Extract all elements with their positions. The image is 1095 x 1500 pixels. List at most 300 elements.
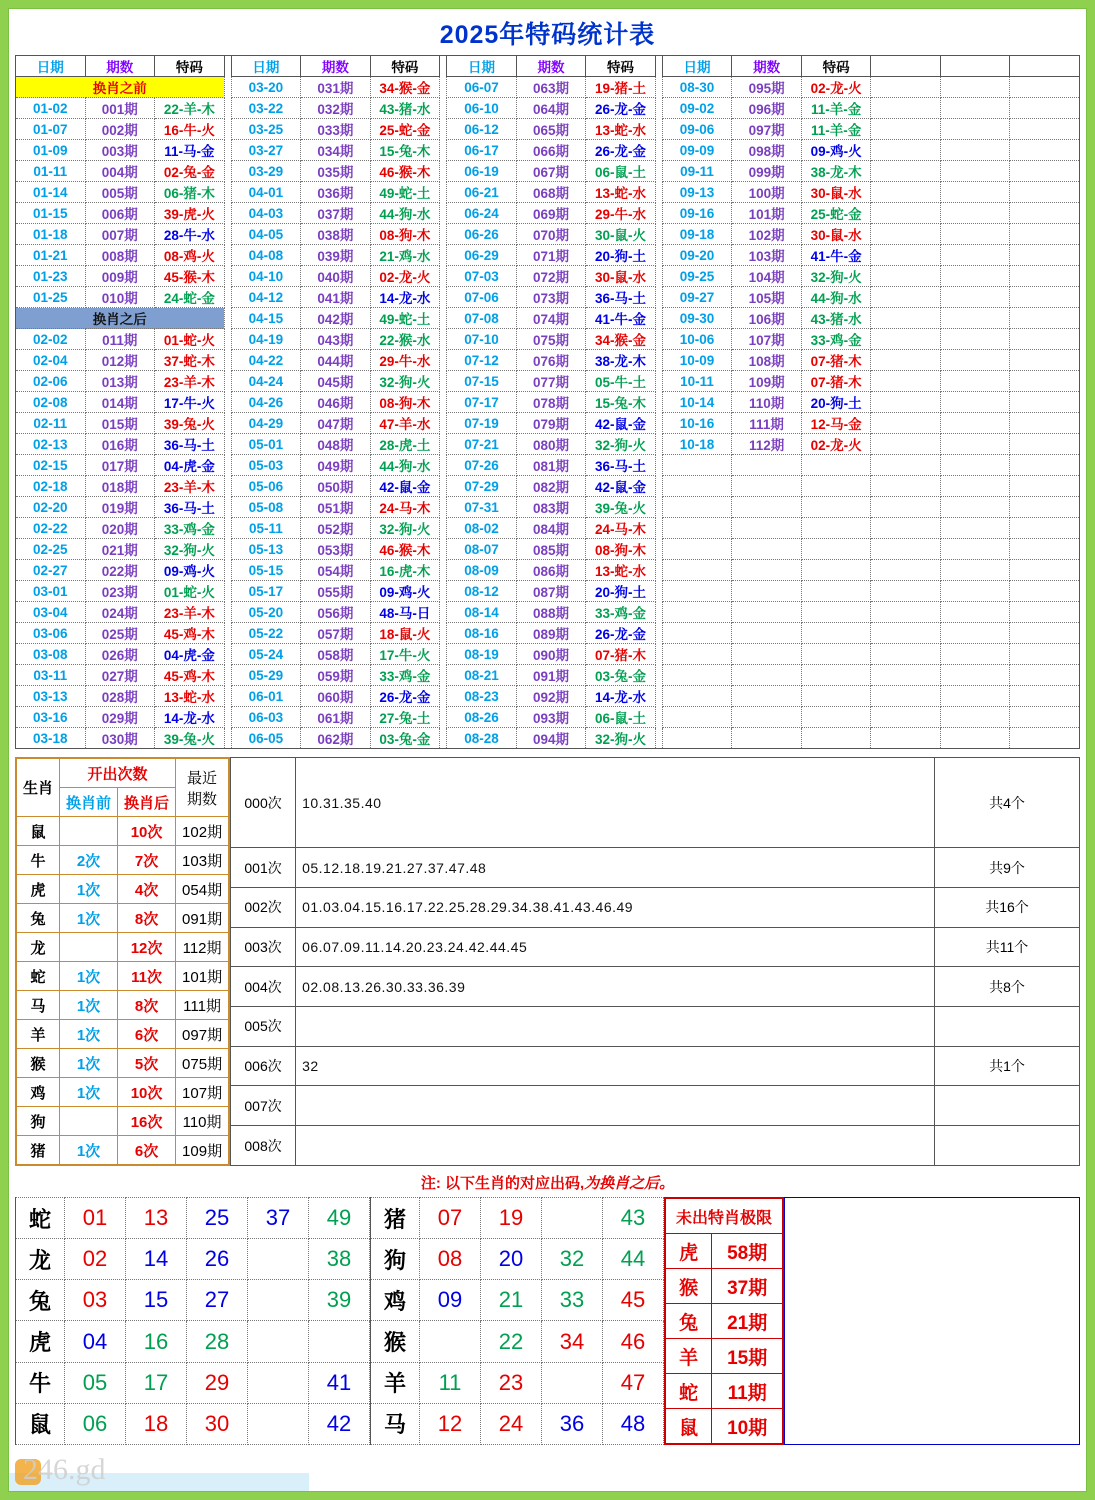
cell-code: 01-蛇-火 [155, 329, 225, 350]
cell-date: 06-29 [447, 245, 517, 266]
cell-code: 49-蛇-土 [370, 308, 440, 329]
bottom-section [9, 1197, 1086, 1451]
cell-issue: 110期 [732, 392, 802, 413]
column-separator [224, 455, 231, 476]
cell-code: 03-兔-金 [370, 728, 440, 749]
number-row-zodiac: 鸡 [371, 1280, 420, 1321]
cell-date: 08-30 [662, 77, 732, 98]
column-separator [655, 560, 662, 581]
zodiac-count-after: 10次 [118, 817, 176, 846]
cell-code: 06-鼠-土 [586, 161, 656, 182]
number-cell: 04 [65, 1321, 126, 1362]
limit-row [665, 1304, 783, 1339]
cell-code: 26-龙-金 [370, 686, 440, 707]
cell-date: 05-13 [231, 539, 301, 560]
cell-date: 02-02 [16, 329, 86, 350]
cell-issue: 028期 [85, 686, 155, 707]
frequency-values: 06.07.09.11.14.20.23.24.42.44.45 [296, 927, 935, 967]
number-row [16, 1403, 370, 1444]
column-separator [224, 497, 231, 518]
empty-cell [871, 287, 941, 308]
number-cell: 09 [420, 1280, 481, 1321]
table-row [16, 119, 1080, 140]
cell-date: 03-20 [231, 77, 301, 98]
cell-issue: 023期 [85, 581, 155, 602]
zodiac-count-before: 1次 [60, 904, 118, 933]
table-row [16, 728, 1080, 749]
number-cell: 42 [309, 1403, 370, 1444]
cell-code: 29-牛-水 [370, 350, 440, 371]
cell-code: 38-龙-木 [586, 350, 656, 371]
cell-issue: 072期 [516, 266, 586, 287]
zodiac-count-before: 1次 [60, 1049, 118, 1078]
empty-cell [871, 203, 941, 224]
table-row [16, 665, 1080, 686]
cell-issue: 045期 [301, 371, 371, 392]
special-code-table [15, 55, 1080, 749]
number-cell: 18 [126, 1403, 187, 1444]
header-extra [1010, 56, 1080, 77]
zodiac-recent-issue: 110期 [176, 1107, 230, 1136]
cell-code: 03-兔-金 [586, 665, 656, 686]
column-separator [224, 98, 231, 119]
header-date: 日期 [447, 56, 517, 77]
cell-issue: 047期 [301, 413, 371, 434]
empty-cell [871, 329, 941, 350]
column-separator [655, 644, 662, 665]
cell-date: 01-14 [16, 182, 86, 203]
number-cell: 47 [603, 1362, 664, 1403]
column-separator [655, 308, 662, 329]
header-issue: 期数 [301, 56, 371, 77]
empty-cell [940, 707, 1010, 728]
cell-code: 23-羊-木 [155, 602, 225, 623]
limit-zodiac: 猴 [665, 1269, 712, 1304]
empty-cell [1010, 203, 1080, 224]
column-separator [655, 77, 662, 98]
cell-issue: 038期 [301, 224, 371, 245]
number-row-zodiac: 马 [371, 1403, 420, 1444]
header-date: 日期 [662, 56, 732, 77]
cell-date: 10-06 [662, 329, 732, 350]
cell-date: 06-17 [447, 140, 517, 161]
frequency-values: 10.31.35.40 [296, 758, 935, 848]
table-row [16, 350, 1080, 371]
cell-issue: 050期 [301, 476, 371, 497]
cell-issue: 079期 [516, 413, 586, 434]
zodiac-count-after: 11次 [118, 962, 176, 991]
column-separator [224, 665, 231, 686]
zodiac-row [16, 1136, 229, 1166]
cell-date: 08-12 [447, 581, 517, 602]
cell-date: 02-04 [16, 350, 86, 371]
empty-cell [871, 413, 941, 434]
empty-cell [732, 518, 802, 539]
frequency-row [231, 1046, 1080, 1086]
column-separator [224, 560, 231, 581]
cell-issue: 089期 [516, 623, 586, 644]
cell-code: 23-羊-木 [155, 371, 225, 392]
header-code: 特码 [801, 56, 871, 77]
number-cell: 16 [126, 1321, 187, 1362]
cell-issue: 098期 [732, 140, 802, 161]
frequency-values [296, 1086, 935, 1126]
column-separator [655, 329, 662, 350]
table-row [16, 476, 1080, 497]
empty-cell [1010, 476, 1080, 497]
frequency-total: 共11个 [935, 927, 1080, 967]
zodiac-count-after: 16次 [118, 1107, 176, 1136]
cell-date: 05-24 [231, 644, 301, 665]
zodiac-recent-issue: 054期 [176, 875, 230, 904]
column-separator [655, 686, 662, 707]
frequency-row [231, 927, 1080, 967]
cell-code: 42-鼠-金 [586, 476, 656, 497]
cell-issue: 015期 [85, 413, 155, 434]
empty-cell [940, 119, 1010, 140]
cell-issue: 063期 [516, 77, 586, 98]
zodiac-row [16, 817, 229, 846]
cell-issue: 093期 [516, 707, 586, 728]
column-separator [224, 686, 231, 707]
cell-date: 02-13 [16, 434, 86, 455]
empty-cell [1010, 518, 1080, 539]
cell-date: 03-18 [16, 728, 86, 749]
empty-cell [1010, 182, 1080, 203]
zodiac-header-before: 换肖前 [60, 788, 118, 817]
empty-cell [871, 350, 941, 371]
column-separator [655, 476, 662, 497]
cell-date: 09-13 [662, 182, 732, 203]
empty-cell [940, 98, 1010, 119]
column-separator [224, 413, 231, 434]
cell-date: 08-23 [447, 686, 517, 707]
limit-title-row [665, 1198, 783, 1234]
frequency-row [231, 1086, 1080, 1126]
zodiac-count-before: 1次 [60, 1136, 118, 1166]
cell-code: 45-鸡-木 [155, 665, 225, 686]
cell-date: 03-04 [16, 602, 86, 623]
cell-date: 02-08 [16, 392, 86, 413]
empty-cell [801, 644, 871, 665]
cell-code: 38-龙-木 [801, 161, 871, 182]
cell-code: 24-蛇-金 [155, 287, 225, 308]
table-row [16, 413, 1080, 434]
number-row-zodiac: 蛇 [16, 1198, 65, 1239]
cell-date: 05-11 [231, 518, 301, 539]
empty-cell [801, 686, 871, 707]
cell-date: 10-09 [662, 350, 732, 371]
cell-date: 07-26 [447, 455, 517, 476]
column-separator [655, 161, 662, 182]
empty-cell [732, 665, 802, 686]
frequency-total [935, 1086, 1080, 1126]
cell-issue: 016期 [85, 434, 155, 455]
cell-code: 02-龙-火 [370, 266, 440, 287]
empty-cell [1010, 287, 1080, 308]
zodiac-number-table-right [370, 1197, 664, 1445]
table-row [16, 287, 1080, 308]
empty-cell [940, 497, 1010, 518]
empty-cell [940, 140, 1010, 161]
cell-date: 07-06 [447, 287, 517, 308]
zodiac-header-name: 生肖 [16, 758, 60, 817]
cell-issue: 055期 [301, 581, 371, 602]
cell-issue: 039期 [301, 245, 371, 266]
frequency-total: 共8个 [935, 967, 1080, 1007]
cell-issue: 102期 [732, 224, 802, 245]
empty-cell [871, 245, 941, 266]
column-separator [655, 455, 662, 476]
cell-issue: 066期 [516, 140, 586, 161]
cell-code: 39-虎-火 [155, 203, 225, 224]
frequency-total: 共9个 [935, 848, 1080, 888]
empty-cell [662, 686, 732, 707]
cell-date: 04-19 [231, 329, 301, 350]
number-row-zodiac: 虎 [16, 1321, 65, 1362]
cell-date: 09-18 [662, 224, 732, 245]
frequency-label: 000次 [231, 758, 296, 848]
column-separator [224, 602, 231, 623]
zodiac-count-after: 5次 [118, 1049, 176, 1078]
zodiac-count-after: 8次 [118, 904, 176, 933]
empty-cell [1010, 140, 1080, 161]
cell-code: 09-鸡-火 [370, 581, 440, 602]
limit-zodiac: 虎 [665, 1234, 712, 1269]
column-separator [440, 539, 447, 560]
cell-date: 02-18 [16, 476, 86, 497]
column-separator [224, 644, 231, 665]
column-separator [440, 413, 447, 434]
cell-issue: 042期 [301, 308, 371, 329]
empty-cell [940, 350, 1010, 371]
empty-cell [732, 476, 802, 497]
zodiac-count-after: 12次 [118, 933, 176, 962]
column-separator [224, 728, 231, 749]
frequency-label: 008次 [231, 1126, 296, 1166]
number-cell: 03 [65, 1280, 126, 1321]
zodiac-recent-issue: 101期 [176, 962, 230, 991]
cell-date: 04-24 [231, 371, 301, 392]
cell-issue: 043期 [301, 329, 371, 350]
cell-issue: 010期 [85, 287, 155, 308]
empty-cell [940, 182, 1010, 203]
empty-cell [732, 560, 802, 581]
cell-date: 01-11 [16, 161, 86, 182]
cell-date: 06-24 [447, 203, 517, 224]
cell-code: 19-猪-土 [586, 77, 656, 98]
cell-code: 11-马-金 [155, 140, 225, 161]
cell-code: 11-羊-金 [801, 119, 871, 140]
number-row-zodiac: 猪 [371, 1198, 420, 1239]
column-separator [440, 392, 447, 413]
cell-code: 42-鼠-金 [586, 413, 656, 434]
cell-issue: 075期 [516, 329, 586, 350]
cell-code: 26-龙-金 [586, 623, 656, 644]
empty-cell [940, 560, 1010, 581]
frequency-row [231, 1007, 1080, 1047]
cell-code: 17-牛-火 [370, 644, 440, 665]
cell-issue: 051期 [301, 497, 371, 518]
cell-issue: 020期 [85, 518, 155, 539]
cell-code: 07-猪-木 [586, 644, 656, 665]
cell-date: 03-27 [231, 140, 301, 161]
empty-cell [940, 266, 1010, 287]
column-separator [440, 350, 447, 371]
cell-issue: 095期 [732, 77, 802, 98]
cell-issue: 052期 [301, 518, 371, 539]
column-separator [440, 224, 447, 245]
cell-date: 09-20 [662, 245, 732, 266]
cell-date: 06-03 [231, 707, 301, 728]
cell-code: 43-猪-水 [801, 308, 871, 329]
cell-code: 49-蛇-土 [370, 182, 440, 203]
zodiac-count-before: 1次 [60, 991, 118, 1020]
cell-issue: 017期 [85, 455, 155, 476]
missing-zodiac-limit-table [664, 1197, 784, 1445]
cell-date: 10-14 [662, 392, 732, 413]
cell-date: 06-01 [231, 686, 301, 707]
cell-issue: 001期 [85, 98, 155, 119]
table-row [16, 707, 1080, 728]
zodiac-name: 马 [16, 991, 60, 1020]
column-separator [440, 602, 447, 623]
cell-issue: 087期 [516, 581, 586, 602]
cell-issue: 041期 [301, 287, 371, 308]
column-separator [655, 350, 662, 371]
cell-date: 04-26 [231, 392, 301, 413]
empty-cell [871, 119, 941, 140]
cell-date: 04-12 [231, 287, 301, 308]
number-cell: 48 [603, 1403, 664, 1444]
cell-code: 25-蛇-金 [801, 203, 871, 224]
cell-date: 06-12 [447, 119, 517, 140]
cell-issue: 034期 [301, 140, 371, 161]
frequency-label: 001次 [231, 848, 296, 888]
zodiac-header-recent: 最近 期数 [176, 758, 230, 817]
limit-row [665, 1339, 783, 1374]
column-separator [224, 623, 231, 644]
document-page [8, 8, 1087, 1492]
column-separator [655, 623, 662, 644]
cell-date: 03-06 [16, 623, 86, 644]
empty-cell [940, 665, 1010, 686]
empty-cell [662, 581, 732, 602]
cell-date: 04-01 [231, 182, 301, 203]
frequency-row [231, 758, 1080, 848]
cell-issue: 077期 [516, 371, 586, 392]
cell-date: 05-22 [231, 623, 301, 644]
cell-code: 08-狗-木 [370, 392, 440, 413]
cell-date: 03-01 [16, 581, 86, 602]
frequency-label: 003次 [231, 927, 296, 967]
column-separator [224, 392, 231, 413]
zodiac-row [16, 875, 229, 904]
cell-code: 36-马-土 [586, 287, 656, 308]
cell-issue: 080期 [516, 434, 586, 455]
cell-issue: 006期 [85, 203, 155, 224]
empty-cell [1010, 119, 1080, 140]
cell-code: 13-蛇-水 [586, 119, 656, 140]
cell-date: 06-10 [447, 98, 517, 119]
column-separator [655, 665, 662, 686]
zodiac-recent-issue: 112期 [176, 933, 230, 962]
number-row [371, 1198, 664, 1239]
column-separator [224, 161, 231, 182]
empty-cell [871, 476, 941, 497]
cell-issue: 078期 [516, 392, 586, 413]
empty-cell [871, 308, 941, 329]
cell-code: 02-龙-火 [801, 77, 871, 98]
cell-date: 01-25 [16, 287, 86, 308]
cell-date: 07-08 [447, 308, 517, 329]
number-cell: 21 [481, 1280, 542, 1321]
cell-date: 02-27 [16, 560, 86, 581]
cell-issue: 049期 [301, 455, 371, 476]
column-separator [440, 203, 447, 224]
header-code: 特码 [370, 56, 440, 77]
number-row-zodiac: 羊 [371, 1362, 420, 1403]
empty-cell [662, 602, 732, 623]
zodiac-count-before: 1次 [60, 875, 118, 904]
cell-code: 07-猪-木 [801, 350, 871, 371]
column-separator [655, 707, 662, 728]
cell-issue: 029期 [85, 707, 155, 728]
table-row [16, 329, 1080, 350]
zodiac-count-before: 1次 [60, 1078, 118, 1107]
empty-cell [940, 203, 1010, 224]
header-date: 日期 [231, 56, 301, 77]
empty-cell [1010, 161, 1080, 182]
zodiac-recent-issue: 111期 [176, 991, 230, 1020]
number-cell: 23 [481, 1362, 542, 1403]
empty-cell [940, 413, 1010, 434]
cell-issue: 013期 [85, 371, 155, 392]
empty-cell [940, 455, 1010, 476]
empty-cell [871, 161, 941, 182]
cell-issue: 090期 [516, 644, 586, 665]
cell-issue: 044期 [301, 350, 371, 371]
cell-code: 32-狗-火 [155, 539, 225, 560]
column-separator [224, 581, 231, 602]
empty-cell [940, 308, 1010, 329]
cell-issue: 071期 [516, 245, 586, 266]
number-cell: 12 [420, 1403, 481, 1444]
cell-issue: 073期 [516, 287, 586, 308]
cell-code: 22-羊-木 [155, 98, 225, 119]
number-cell: 44 [603, 1239, 664, 1280]
limit-zodiac: 羊 [665, 1339, 712, 1374]
empty-cell [940, 434, 1010, 455]
cell-date: 01-15 [16, 203, 86, 224]
frequency-total: 共16个 [935, 887, 1080, 927]
cell-date: 05-08 [231, 497, 301, 518]
number-cell: 33 [542, 1280, 603, 1321]
frequency-row [231, 887, 1080, 927]
empty-cell [871, 266, 941, 287]
frequency-values [296, 1007, 935, 1047]
cell-date: 02-15 [16, 455, 86, 476]
empty-cell [871, 392, 941, 413]
zodiac-name: 羊 [16, 1020, 60, 1049]
cell-date: 07-19 [447, 413, 517, 434]
cell-code: 08-狗-木 [370, 224, 440, 245]
column-separator [440, 581, 447, 602]
cell-date: 09-25 [662, 266, 732, 287]
column-separator [440, 707, 447, 728]
zodiac-name: 兔 [16, 904, 60, 933]
empty-cell [732, 623, 802, 644]
